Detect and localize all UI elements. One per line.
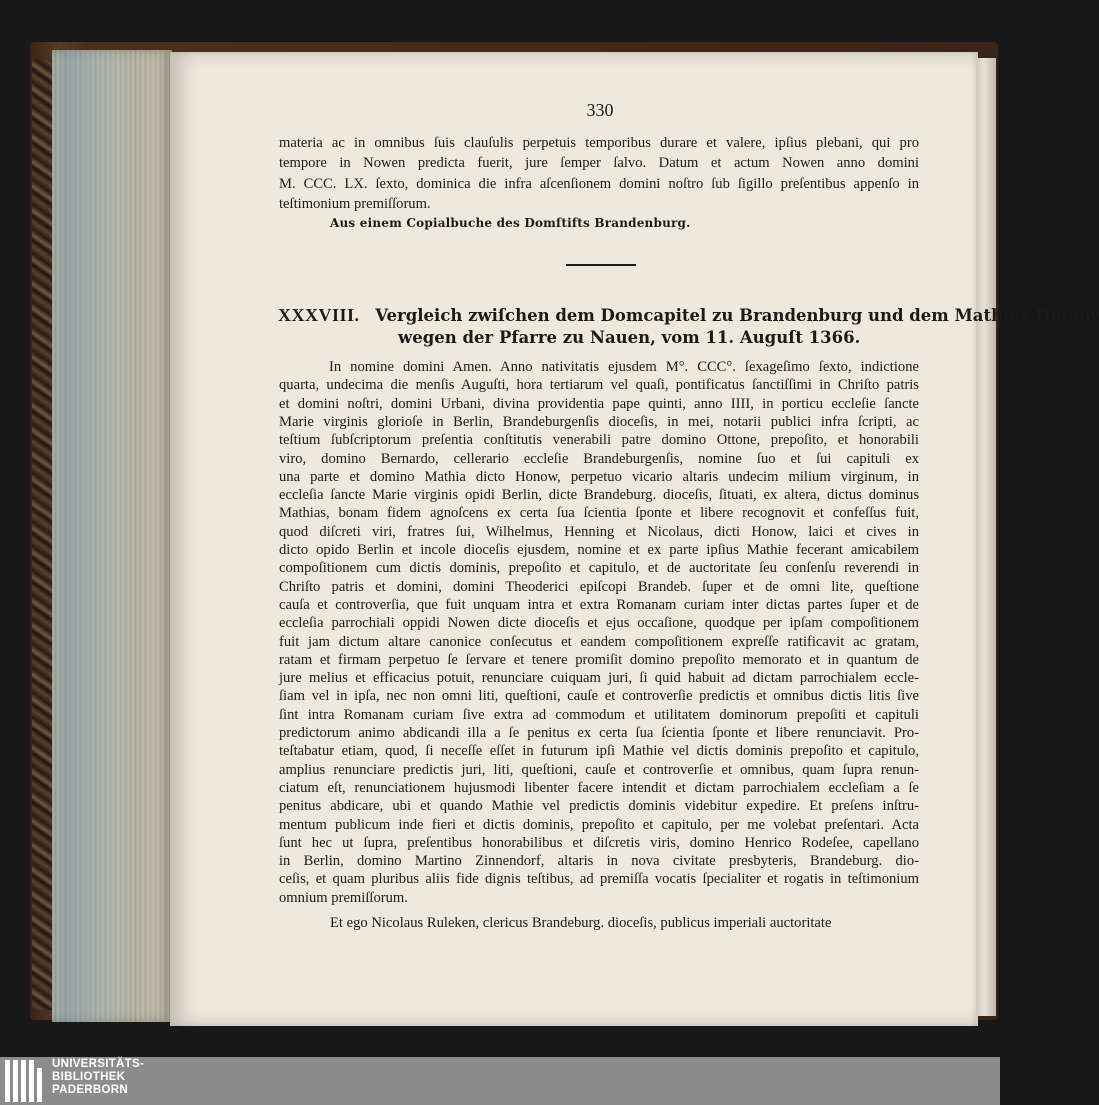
text-line: ſunt hec ut ſupra, preſentibus honorabilibus et diſcretis viris, domino Henrico Rodeſee, capellano bbox=[279, 834, 919, 851]
text-line: et domini noſtri, domini Urbani, divina providentia pape quinti, anno IIII, in porticu eccleſie ſancte bbox=[279, 395, 919, 412]
library-name-line3: PADERBORN bbox=[52, 1084, 128, 1096]
text-line: ratam et firmam perpetuo ſe ſervare et tenere promiſit domino prepoſito memorato et in quantum de bbox=[279, 651, 919, 668]
text-line: teſtabatur etiam, quod, ſi neceſſe eſſet in futurum ipſi Mathie vel dictis dominis prepoſito et capitulo, bbox=[279, 743, 919, 760]
text-line: ſiam vel in ipſa, nec non omni liti, queſtioni, cauſe et controverſie predictis et omnibus dictis litis ſive bbox=[279, 688, 919, 705]
text-line: dicto opido Berlin et incole dioceſis ejusdem, nomine et ex parte ipſius Mathie fecerant amicabilem bbox=[279, 542, 919, 558]
page-stack-tint bbox=[62, 50, 122, 1022]
document-title-line2: wegen der Pfarre zu Nauen, vom 11. Auguſt 1366. bbox=[398, 328, 861, 347]
page-number: 330 bbox=[586, 100, 614, 120]
text-line: compoſitionem cum dictis dominis, prepoſito et capitulo, et de auctoritate ſeu conſenſu reverendi in bbox=[279, 560, 919, 577]
text-line: una parte et domino Mathia dicto Honow, perpetuo vicario altaris undecim milium virginum, in bbox=[279, 468, 919, 485]
text-line: penitus abdicare, ubi et quando Mathie vel predictis dominis videbitur expedire. Et preſens inſtru- bbox=[279, 798, 919, 815]
text-line: predictorum animo abdicandi illa a ſe penitus ex certa ſua ſcientia ſponte et libere renunciavit. Pro- bbox=[279, 725, 919, 741]
facing-page-edge bbox=[976, 58, 996, 1016]
text-line: omnium premiſſorum. bbox=[279, 889, 408, 906]
text-line: mentum publicum inde fieri et dictis dominis, prepoſito et capitulo, per me volebat preſentari. Acta bbox=[279, 816, 919, 833]
text-line: eccleſia parrochiali oppidi Nowen dicte dioceſis et ejus occaſione, quodque per ipſam compoſitionem bbox=[279, 615, 919, 632]
text-line: M. CCC. LX. ſexto, dominica die infra aſcenſionem domini noſtro ſub ſigillo preſentibus appenſo in bbox=[279, 175, 919, 192]
text-line: Marie virginis glorioſe in Berlin, Brandeburgenſis dioceſis, in mei, notarii publici infra ſcripti, ac bbox=[279, 413, 919, 430]
text-line: Mathias, bonam fidem agnoſcens ex certa ſua ſcientia ſponte et libere recognovit et confeſſus fuit, bbox=[279, 505, 919, 522]
library-logo-icon bbox=[5, 1060, 45, 1102]
text-line: jure melius et efficacius potuit, renunciare cuiquam juri, ſi quid habuit ad dictam parrochialem eccle- bbox=[279, 670, 919, 687]
document-number: XXXVIII. bbox=[278, 305, 360, 325]
library-name-line1: UNIVERSITÄTS- bbox=[52, 1058, 145, 1070]
document-heading-line1 bbox=[278, 305, 1099, 326]
library-name-line2: BIBLIOTHEK bbox=[52, 1071, 126, 1083]
source-note: Aus einem Copialbuche des Domſtifts Brandenburg. bbox=[330, 216, 691, 230]
text-line: teſtium ſubſcriptorum preſentia conſtitutis venerabili patre domino Ottone, prepoſito, et honorabili bbox=[279, 432, 919, 449]
text-line: ſint intra Romanam curiam ſive extra ad commodum et utilitatem dominorum prepoſiti et capituli bbox=[279, 706, 919, 723]
text-line: quarta, undecima die menſis Auguſti, hora tertiarum vel quaſi, pontificatus ſanctiſſimi in Chriſto patris bbox=[279, 377, 919, 394]
text-line: fuit jam dictum altare canonice conſecutus et eandem compoſitionem expreſſe ratificavit ac gratam, bbox=[279, 633, 919, 650]
text-line: eccleſia ſancte Marie virginis opidi Berlin, dicte Brandeburg. dioceſis, ſituati, ex altera, dictus dominus bbox=[279, 487, 919, 504]
library-footer-bar bbox=[0, 1057, 1000, 1105]
text-line: cauſa et controverſia, que fuit unquam intra et extra Romanam curiam inter dictas partes ſuper et de bbox=[279, 596, 919, 613]
text-line: ciatum eſt, renunciationem hujusmodi libenter facere intendit et dictam parrochialem eccleſiam a ſe bbox=[279, 779, 919, 796]
text-line: Chriſto patris et domini, domini Theoderici epiſcopi Brandeb. ſuper et de omni lite, queſtione bbox=[279, 578, 919, 595]
text-line: quod diſcreti viri, fratres ſui, Wilhelmus, Henning et Nicolaus, dicti Honow, laici et cives in bbox=[279, 523, 919, 540]
final-line: Et ego Nicolaus Ruleken, clericus Brandeburg. dioceſis, publicus imperiali auctoritate bbox=[330, 915, 832, 931]
marbled-edge bbox=[32, 60, 54, 1010]
section-divider bbox=[566, 264, 636, 266]
text-line: teſtimonium premiſſorum. bbox=[279, 195, 431, 212]
text-line: In nomine domini Amen. Anno nativitatis ejusdem M°. CCC°. ſexageſimo ſexto, indictione bbox=[329, 359, 919, 375]
text-line: amplius renunciare predictis juri, liti, queſtioni, cauſe et controverſie et omnibus, quam ſupra renun- bbox=[279, 761, 919, 778]
text-line: viro, domino Bernardo, cellerario eccleſie Brandeburgenſis, nomine ſuo et ſui capituli ex bbox=[279, 450, 919, 467]
text-line: tempore in Nowen predicta fuerit, jure ſemper ſalvo. Datum et actum Nowen anno domini bbox=[279, 155, 919, 172]
text-line: ceſis, et quam pluribus aliis fide dignis teſtibus, ad premiſſa vocatis ſpecialiter et rogatis in teſtimonium bbox=[279, 871, 919, 888]
text-line: in Berlin, domino Martino Zinnendorf, altaris in nova civitate presbyteris, Brandeburg. dio- bbox=[279, 853, 919, 870]
document-title-line1: Vergleich zwiſchen dem Domcapitel zu Brandenburg und dem Mathias Honow bbox=[375, 306, 1099, 325]
text-line: materia ac in omnibus ſuis clauſulis perpetuis temporibus durare et valere, ipſius plebani, qui pro bbox=[279, 135, 919, 151]
